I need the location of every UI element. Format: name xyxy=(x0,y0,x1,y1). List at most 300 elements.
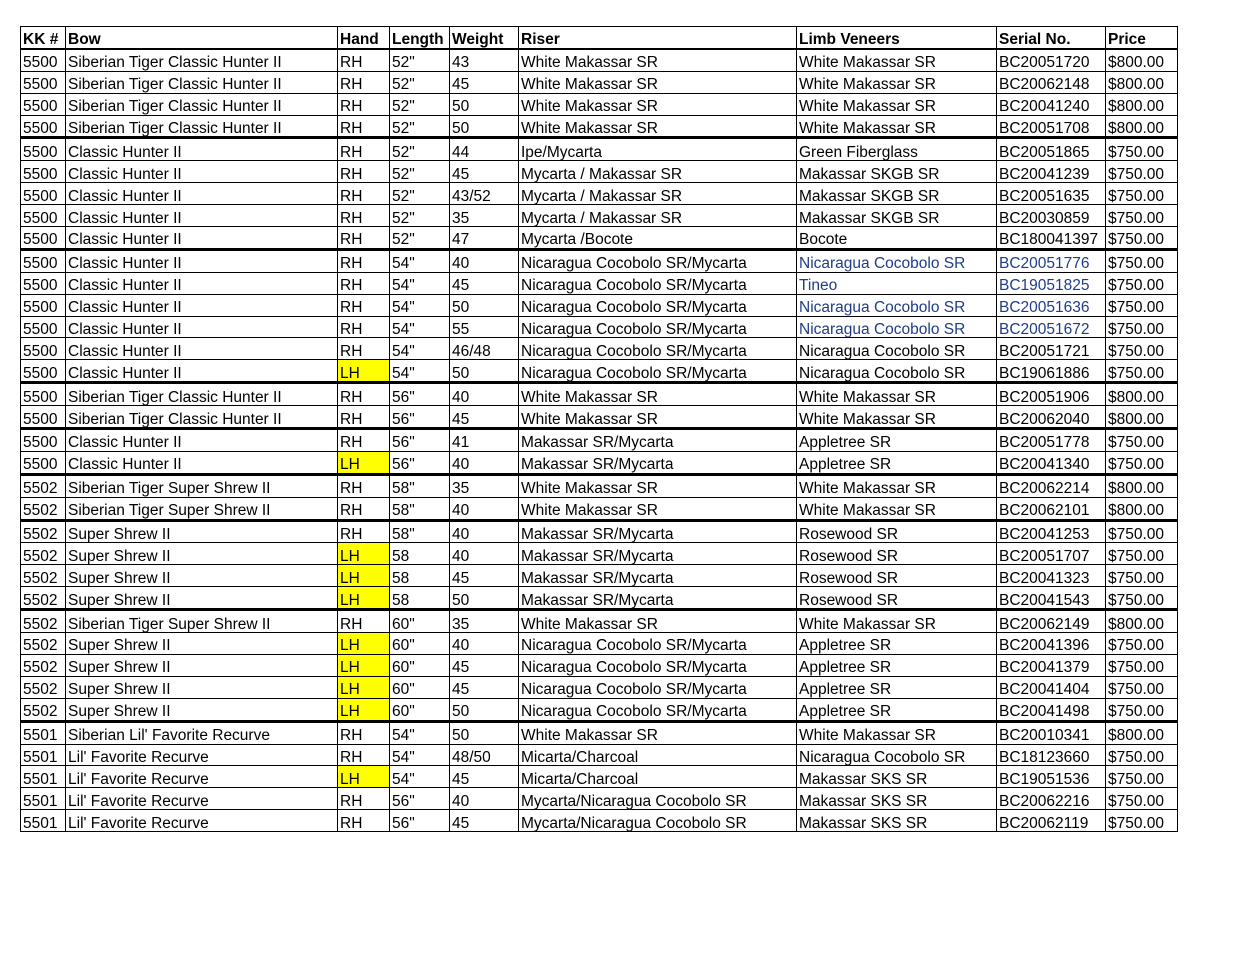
cell-serial-no: BC20041498 xyxy=(997,698,1106,721)
cell-length: 58 xyxy=(390,565,450,587)
cell-price: $800.00 xyxy=(1106,497,1178,520)
cell-riser: Nicaragua Cocobolo SR/Mycarta xyxy=(519,294,797,316)
cell-bow: Siberian Tiger Classic Hunter II xyxy=(66,93,338,115)
cell-limb-veneers: Appletree SR xyxy=(797,654,997,676)
cell-kk: 5500 xyxy=(21,71,66,93)
cell-serial-no: BC19061886 xyxy=(997,360,1106,383)
table-row xyxy=(21,272,1178,294)
header-serial-no: Serial No. xyxy=(997,27,1106,49)
cell-price: $750.00 xyxy=(1106,744,1178,766)
cell-length: 58" xyxy=(390,520,450,543)
cell-serial-no: BC20041379 xyxy=(997,654,1106,676)
table-row xyxy=(21,610,1178,633)
cell-riser: Mycarta / Makassar SR xyxy=(519,161,797,183)
cell-length: 56" xyxy=(390,429,450,452)
cell-kk: 5500 xyxy=(21,338,66,360)
cell-riser: Micarta/Charcoal xyxy=(519,766,797,788)
cell-bow: Classic Hunter II xyxy=(66,138,338,161)
cell-weight: 35 xyxy=(450,474,519,497)
table-row xyxy=(21,115,1178,138)
cell-weight: 45 xyxy=(450,406,519,429)
cell-length: 52" xyxy=(390,205,450,227)
cell-weight: 55 xyxy=(450,316,519,338)
cell-limb-veneers: Appletree SR xyxy=(797,676,997,698)
cell-length: 52" xyxy=(390,138,450,161)
cell-limb-veneers: White Makassar SR xyxy=(797,115,997,138)
cell-serial-no: BC20041340 xyxy=(997,451,1106,474)
cell-weight: 35 xyxy=(450,205,519,227)
cell-length: 54" xyxy=(390,766,450,788)
cell-bow: Super Shrew II xyxy=(66,565,338,587)
cell-serial-no: BC18123660 xyxy=(997,744,1106,766)
cell-serial-no: BC20051720 xyxy=(997,49,1106,71)
cell-limb-veneers: Nicaragua Cocobolo SR xyxy=(797,316,997,338)
cell-length: 56" xyxy=(390,383,450,406)
cell-hand: RH xyxy=(338,161,390,183)
cell-serial-no: BC20051778 xyxy=(997,429,1106,452)
cell-bow: Super Shrew II xyxy=(66,520,338,543)
cell-serial-no: BC20051707 xyxy=(997,543,1106,565)
inventory-table xyxy=(20,26,1178,832)
cell-limb-veneers: Tineo xyxy=(797,272,997,294)
cell-bow: Lil' Favorite Recurve xyxy=(66,744,338,766)
cell-bow: Super Shrew II xyxy=(66,654,338,676)
cell-hand: LH xyxy=(338,543,390,565)
header-length: Length xyxy=(390,27,450,49)
cell-bow: Super Shrew II xyxy=(66,633,338,655)
cell-serial-no: BC180041397 xyxy=(997,227,1106,250)
cell-weight: 45 xyxy=(450,766,519,788)
table-row xyxy=(21,161,1178,183)
cell-bow: Classic Hunter II xyxy=(66,338,338,360)
header-row xyxy=(21,27,1178,49)
table-row xyxy=(21,383,1178,406)
table-row xyxy=(21,49,1178,71)
cell-length: 52" xyxy=(390,227,450,250)
cell-limb-veneers: Nicaragua Cocobolo SR xyxy=(797,338,997,360)
table-row xyxy=(21,451,1178,474)
cell-kk: 5500 xyxy=(21,249,66,272)
cell-riser: Nicaragua Cocobolo SR/Mycarta xyxy=(519,676,797,698)
cell-riser: Nicaragua Cocobolo SR/Mycarta xyxy=(519,698,797,721)
cell-kk: 5500 xyxy=(21,272,66,294)
cell-weight: 48/50 xyxy=(450,744,519,766)
cell-serial-no: BC20051721 xyxy=(997,338,1106,360)
cell-serial-no: BC20062216 xyxy=(997,788,1106,810)
cell-price: $750.00 xyxy=(1106,788,1178,810)
cell-hand: LH xyxy=(338,698,390,721)
cell-riser: Nicaragua Cocobolo SR/Mycarta xyxy=(519,654,797,676)
cell-hand: RH xyxy=(338,115,390,138)
cell-bow: Classic Hunter II xyxy=(66,161,338,183)
cell-length: 60" xyxy=(390,676,450,698)
cell-hand: RH xyxy=(338,49,390,71)
cell-serial-no: BC20010341 xyxy=(997,721,1106,744)
cell-hand: RH xyxy=(338,429,390,452)
cell-length: 54" xyxy=(390,272,450,294)
table-row xyxy=(21,698,1178,721)
cell-kk: 5500 xyxy=(21,406,66,429)
cell-weight: 50 xyxy=(450,360,519,383)
cell-price: $800.00 xyxy=(1106,474,1178,497)
cell-kk: 5501 xyxy=(21,766,66,788)
cell-length: 52" xyxy=(390,93,450,115)
table-row xyxy=(21,71,1178,93)
table-row xyxy=(21,520,1178,543)
cell-limb-veneers: Bocote xyxy=(797,227,997,250)
cell-price: $750.00 xyxy=(1106,205,1178,227)
cell-kk: 5502 xyxy=(21,698,66,721)
cell-limb-veneers: White Makassar SR xyxy=(797,406,997,429)
cell-serial-no: BC20051906 xyxy=(997,383,1106,406)
cell-weight: 40 xyxy=(450,633,519,655)
cell-weight: 43 xyxy=(450,49,519,71)
cell-price: $800.00 xyxy=(1106,383,1178,406)
cell-hand: RH xyxy=(338,205,390,227)
cell-limb-veneers: Rosewood SR xyxy=(797,587,997,610)
cell-hand: RH xyxy=(338,71,390,93)
cell-riser: Makassar SR/Mycarta xyxy=(519,451,797,474)
cell-bow: Classic Hunter II xyxy=(66,205,338,227)
cell-bow: Lil' Favorite Recurve xyxy=(66,766,338,788)
cell-bow: Super Shrew II xyxy=(66,543,338,565)
cell-bow: Siberian Tiger Super Shrew II xyxy=(66,497,338,520)
cell-weight: 45 xyxy=(450,272,519,294)
cell-bow: Siberian Lil' Favorite Recurve xyxy=(66,721,338,744)
cell-serial-no: BC20041240 xyxy=(997,93,1106,115)
cell-limb-veneers: Rosewood SR xyxy=(797,565,997,587)
cell-kk: 5500 xyxy=(21,161,66,183)
cell-length: 52" xyxy=(390,161,450,183)
cell-price: $750.00 xyxy=(1106,698,1178,721)
cell-length: 58" xyxy=(390,497,450,520)
cell-weight: 40 xyxy=(450,383,519,406)
table-row xyxy=(21,138,1178,161)
table-row xyxy=(21,227,1178,250)
cell-serial-no: BC20041323 xyxy=(997,565,1106,587)
table-row xyxy=(21,721,1178,744)
cell-length: 54" xyxy=(390,294,450,316)
cell-serial-no: BC20041404 xyxy=(997,676,1106,698)
cell-limb-veneers: Rosewood SR xyxy=(797,543,997,565)
cell-price: $750.00 xyxy=(1106,249,1178,272)
cell-limb-veneers: Green Fiberglass xyxy=(797,138,997,161)
cell-riser: White Makassar SR xyxy=(519,721,797,744)
cell-weight: 44 xyxy=(450,138,519,161)
cell-price: $800.00 xyxy=(1106,406,1178,429)
cell-riser: White Makassar SR xyxy=(519,610,797,633)
cell-kk: 5500 xyxy=(21,93,66,115)
cell-price: $750.00 xyxy=(1106,565,1178,587)
cell-weight: 45 xyxy=(450,565,519,587)
cell-price: $750.00 xyxy=(1106,633,1178,655)
cell-kk: 5502 xyxy=(21,633,66,655)
table-row xyxy=(21,654,1178,676)
cell-price: $800.00 xyxy=(1106,49,1178,71)
cell-weight: 50 xyxy=(450,93,519,115)
cell-bow: Siberian Tiger Super Shrew II xyxy=(66,610,338,633)
cell-price: $750.00 xyxy=(1106,810,1178,832)
cell-price: $750.00 xyxy=(1106,520,1178,543)
cell-weight: 41 xyxy=(450,429,519,452)
cell-kk: 5502 xyxy=(21,610,66,633)
cell-hand: RH xyxy=(338,294,390,316)
cell-bow: Classic Hunter II xyxy=(66,183,338,205)
cell-hand: RH xyxy=(338,788,390,810)
cell-price: $750.00 xyxy=(1106,338,1178,360)
cell-price: $800.00 xyxy=(1106,71,1178,93)
cell-bow: Siberian Tiger Classic Hunter II xyxy=(66,383,338,406)
cell-length: 54" xyxy=(390,360,450,383)
header-kk: KK # xyxy=(21,27,66,49)
cell-weight: 50 xyxy=(450,721,519,744)
cell-riser: White Makassar SR xyxy=(519,406,797,429)
cell-length: 58 xyxy=(390,543,450,565)
cell-price: $750.00 xyxy=(1106,227,1178,250)
cell-kk: 5501 xyxy=(21,810,66,832)
cell-length: 52" xyxy=(390,49,450,71)
cell-riser: White Makassar SR xyxy=(519,497,797,520)
cell-hand: LH xyxy=(338,766,390,788)
cell-riser: Makassar SR/Mycarta xyxy=(519,543,797,565)
cell-kk: 5501 xyxy=(21,744,66,766)
cell-weight: 43/52 xyxy=(450,183,519,205)
cell-riser: Nicaragua Cocobolo SR/Mycarta xyxy=(519,338,797,360)
header-riser: Riser xyxy=(519,27,797,49)
cell-bow: Classic Hunter II xyxy=(66,451,338,474)
cell-bow: Classic Hunter II xyxy=(66,316,338,338)
table-row xyxy=(21,587,1178,610)
cell-riser: Mycarta /Bocote xyxy=(519,227,797,250)
cell-hand: RH xyxy=(338,93,390,115)
cell-length: 54" xyxy=(390,249,450,272)
cell-hand: RH xyxy=(338,183,390,205)
table-body xyxy=(21,49,1178,832)
cell-riser: Micarta/Charcoal xyxy=(519,744,797,766)
cell-serial-no: BC20030859 xyxy=(997,205,1106,227)
cell-limb-veneers: Nicaragua Cocobolo SR xyxy=(797,249,997,272)
cell-hand: LH xyxy=(338,676,390,698)
cell-serial-no: BC20051635 xyxy=(997,183,1106,205)
cell-price: $800.00 xyxy=(1106,93,1178,115)
cell-serial-no: BC20041396 xyxy=(997,633,1106,655)
cell-weight: 50 xyxy=(450,115,519,138)
table-row xyxy=(21,744,1178,766)
cell-bow: Siberian Tiger Classic Hunter II xyxy=(66,71,338,93)
cell-riser: Makassar SR/Mycarta xyxy=(519,587,797,610)
table-row xyxy=(21,429,1178,452)
cell-bow: Siberian Tiger Super Shrew II xyxy=(66,474,338,497)
cell-bow: Classic Hunter II xyxy=(66,249,338,272)
cell-riser: Nicaragua Cocobolo SR/Mycarta xyxy=(519,249,797,272)
cell-serial-no: BC20062040 xyxy=(997,406,1106,429)
cell-kk: 5502 xyxy=(21,676,66,698)
cell-hand: RH xyxy=(338,744,390,766)
cell-hand: RH xyxy=(338,520,390,543)
cell-weight: 45 xyxy=(450,676,519,698)
cell-limb-veneers: White Makassar SR xyxy=(797,474,997,497)
cell-kk: 5500 xyxy=(21,360,66,383)
cell-kk: 5502 xyxy=(21,520,66,543)
cell-weight: 45 xyxy=(450,71,519,93)
cell-length: 60" xyxy=(390,633,450,655)
cell-kk: 5502 xyxy=(21,474,66,497)
cell-hand: LH xyxy=(338,587,390,610)
cell-price: $750.00 xyxy=(1106,587,1178,610)
cell-hand: RH xyxy=(338,610,390,633)
cell-weight: 40 xyxy=(450,520,519,543)
table-row xyxy=(21,810,1178,832)
cell-hand: RH xyxy=(338,138,390,161)
cell-kk: 5500 xyxy=(21,205,66,227)
cell-riser: Mycarta / Makassar SR xyxy=(519,183,797,205)
cell-kk: 5500 xyxy=(21,383,66,406)
cell-kk: 5501 xyxy=(21,721,66,744)
cell-limb-veneers: Nicaragua Cocobolo SR xyxy=(797,294,997,316)
cell-riser: Nicaragua Cocobolo SR/Mycarta xyxy=(519,633,797,655)
cell-riser: White Makassar SR xyxy=(519,93,797,115)
cell-riser: Mycarta / Makassar SR xyxy=(519,205,797,227)
table-row xyxy=(21,474,1178,497)
cell-hand: RH xyxy=(338,497,390,520)
cell-price: $750.00 xyxy=(1106,543,1178,565)
cell-limb-veneers: White Makassar SR xyxy=(797,49,997,71)
cell-serial-no: BC20051865 xyxy=(997,138,1106,161)
cell-kk: 5502 xyxy=(21,587,66,610)
cell-serial-no: BC20051672 xyxy=(997,316,1106,338)
cell-limb-veneers: Appletree SR xyxy=(797,698,997,721)
cell-weight: 40 xyxy=(450,451,519,474)
table-row xyxy=(21,338,1178,360)
cell-limb-veneers: Rosewood SR xyxy=(797,520,997,543)
cell-hand: RH xyxy=(338,721,390,744)
cell-length: 52" xyxy=(390,71,450,93)
cell-hand: RH xyxy=(338,338,390,360)
cell-riser: Makassar SR/Mycarta xyxy=(519,565,797,587)
cell-kk: 5500 xyxy=(21,316,66,338)
table-row xyxy=(21,93,1178,115)
table-row xyxy=(21,406,1178,429)
cell-weight: 47 xyxy=(450,227,519,250)
table-row xyxy=(21,249,1178,272)
table-row xyxy=(21,183,1178,205)
cell-bow: Siberian Tiger Classic Hunter II xyxy=(66,406,338,429)
cell-kk: 5502 xyxy=(21,543,66,565)
header-limb-veneers: Limb Veneers xyxy=(797,27,997,49)
cell-bow: Lil' Favorite Recurve xyxy=(66,788,338,810)
cell-hand: RH xyxy=(338,810,390,832)
cell-length: 56" xyxy=(390,788,450,810)
cell-price: $800.00 xyxy=(1106,721,1178,744)
cell-weight: 40 xyxy=(450,249,519,272)
cell-hand: RH xyxy=(338,474,390,497)
cell-hand: RH xyxy=(338,383,390,406)
cell-length: 56" xyxy=(390,451,450,474)
cell-bow: Super Shrew II xyxy=(66,676,338,698)
cell-riser: Nicaragua Cocobolo SR/Mycarta xyxy=(519,316,797,338)
cell-riser: White Makassar SR xyxy=(519,115,797,138)
cell-hand: LH xyxy=(338,633,390,655)
cell-riser: Mycarta/Nicaragua Cocobolo SR xyxy=(519,810,797,832)
table-row xyxy=(21,316,1178,338)
cell-weight: 50 xyxy=(450,294,519,316)
cell-riser: Makassar SR/Mycarta xyxy=(519,520,797,543)
cell-serial-no: BC20062148 xyxy=(997,71,1106,93)
cell-length: 60" xyxy=(390,654,450,676)
header-bow: Bow xyxy=(66,27,338,49)
cell-length: 54" xyxy=(390,338,450,360)
cell-limb-veneers: Makassar SKS SR xyxy=(797,766,997,788)
cell-hand: LH xyxy=(338,451,390,474)
cell-kk: 5500 xyxy=(21,227,66,250)
table-row xyxy=(21,294,1178,316)
cell-bow: Classic Hunter II xyxy=(66,272,338,294)
cell-riser: White Makassar SR xyxy=(519,474,797,497)
cell-riser: Nicaragua Cocobolo SR/Mycarta xyxy=(519,360,797,383)
header-price: Price xyxy=(1106,27,1178,49)
cell-price: $750.00 xyxy=(1106,451,1178,474)
cell-length: 60" xyxy=(390,610,450,633)
cell-weight: 40 xyxy=(450,543,519,565)
cell-price: $750.00 xyxy=(1106,161,1178,183)
cell-limb-veneers: White Makassar SR xyxy=(797,383,997,406)
cell-kk: 5502 xyxy=(21,654,66,676)
cell-weight: 35 xyxy=(450,610,519,633)
cell-length: 54" xyxy=(390,744,450,766)
cell-limb-veneers: Makassar SKGB SR xyxy=(797,205,997,227)
cell-riser: White Makassar SR xyxy=(519,71,797,93)
cell-length: 56" xyxy=(390,810,450,832)
cell-limb-veneers: White Makassar SR xyxy=(797,71,997,93)
cell-hand: RH xyxy=(338,272,390,294)
cell-length: 54" xyxy=(390,316,450,338)
cell-price: $750.00 xyxy=(1106,766,1178,788)
cell-length: 52" xyxy=(390,183,450,205)
cell-limb-veneers: Appletree SR xyxy=(797,633,997,655)
cell-serial-no: BC20062214 xyxy=(997,474,1106,497)
cell-kk: 5500 xyxy=(21,138,66,161)
cell-price: $750.00 xyxy=(1106,316,1178,338)
cell-weight: 50 xyxy=(450,698,519,721)
cell-serial-no: BC19051536 xyxy=(997,766,1106,788)
cell-weight: 50 xyxy=(450,587,519,610)
cell-bow: Lil' Favorite Recurve xyxy=(66,810,338,832)
table-row xyxy=(21,676,1178,698)
cell-weight: 40 xyxy=(450,788,519,810)
cell-price: $750.00 xyxy=(1106,429,1178,452)
cell-hand: LH xyxy=(338,565,390,587)
cell-bow: Classic Hunter II xyxy=(66,360,338,383)
cell-serial-no: BC20062101 xyxy=(997,497,1106,520)
header-weight: Weight xyxy=(450,27,519,49)
cell-riser: Nicaragua Cocobolo SR/Mycarta xyxy=(519,272,797,294)
cell-hand: RH xyxy=(338,227,390,250)
table-row xyxy=(21,766,1178,788)
cell-price: $750.00 xyxy=(1106,272,1178,294)
cell-kk: 5502 xyxy=(21,497,66,520)
cell-price: $750.00 xyxy=(1106,294,1178,316)
cell-bow: Super Shrew II xyxy=(66,698,338,721)
cell-limb-veneers: White Makassar SR xyxy=(797,610,997,633)
cell-limb-veneers: Makassar SKS SR xyxy=(797,788,997,810)
cell-length: 56" xyxy=(390,406,450,429)
cell-length: 58 xyxy=(390,587,450,610)
table-row xyxy=(21,633,1178,655)
cell-riser: Mycarta/Nicaragua Cocobolo SR xyxy=(519,788,797,810)
cell-serial-no: BC20051708 xyxy=(997,115,1106,138)
cell-serial-no: BC20051776 xyxy=(997,249,1106,272)
cell-limb-veneers: Makassar SKGB SR xyxy=(797,161,997,183)
